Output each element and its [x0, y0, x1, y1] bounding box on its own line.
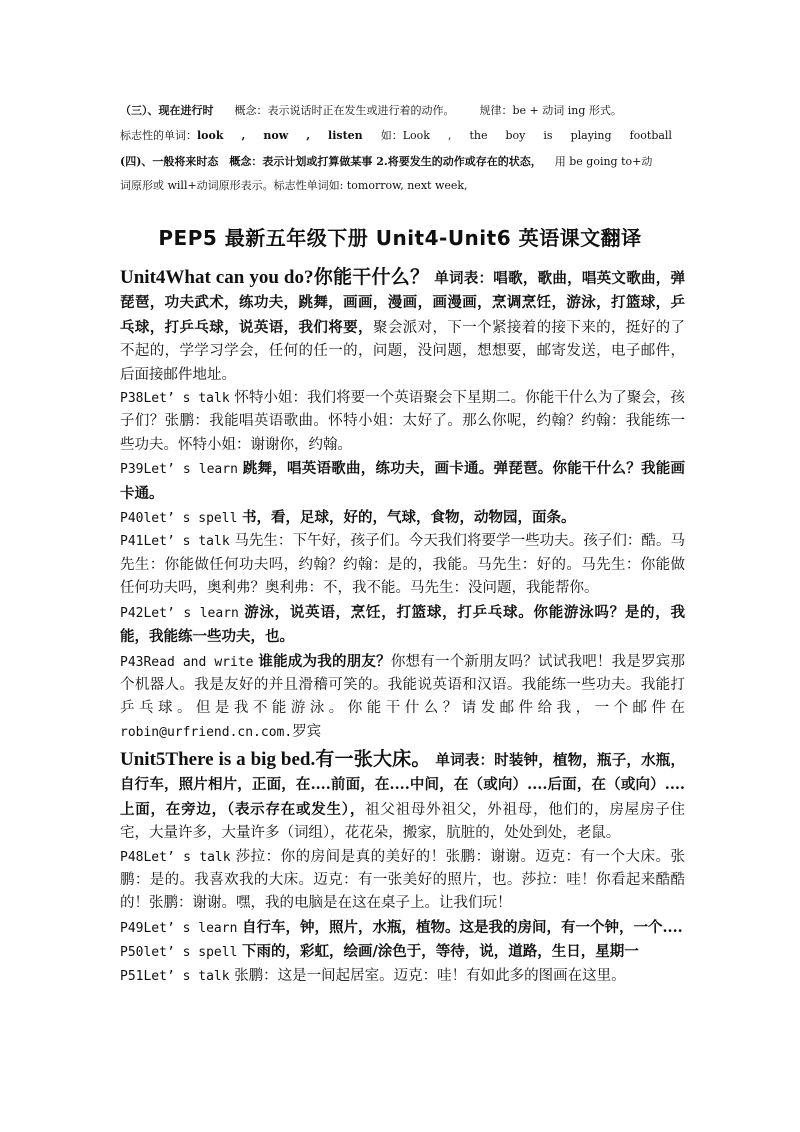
p43-end: 罗宾 — [292, 723, 322, 740]
p43-text: 你想有一个新朋友吗？试试我吧！我是罗宾那个机器人。我是友好的并且滑稽可笑的。我能说英语和汉语。我能练一些功夫。我能打乒乓球。但是我不能游泳。你能干什么？请发邮件给我，一个邮件在 — [120, 653, 686, 717]
unit4-section — [120, 266, 685, 744]
grammar-label: 标志性的单词： — [120, 129, 197, 142]
unit4-heading: Unit4What can you do?你能干什么？ — [120, 267, 430, 288]
p38-text: 怀特小姐：我们将要一个英语聚会下星期二。你能干什么为了聚会，孩子们？张鹏：我能唱英语歌曲。怀特小姐：太好了。那么你呢，约翰？约翰：我能练一些功夫。怀特小姐：谢谢你，约翰。 — [120, 390, 686, 453]
unit5-vocab-bold: 单词表：时装钟，植物，瓶子，水瓶，自行车，照片相片，正面，在....前面，在....中间，在（或向）....后面，在（或向）....上面，在旁边，（表示存在或发生）， — [120, 752, 686, 818]
p39-text: 跳舞，唱英语歌曲，练功夫，画卡通。弹琵琶。你能干什么？我能画卡通。 — [120, 460, 685, 502]
grammar-rule: 规律：be + 动词 ing 形式。 — [479, 104, 622, 117]
grammar-concept: 概念：表示说话时正在发生或进行着的动作。 — [234, 104, 455, 117]
grammar-label: (四)、一般将来时态 — [120, 155, 219, 168]
unit4-vocab-rest: 聚会派对，下一个紧接着的接下来的，挺好的了不起的，学学习学会，任何的任一的，问题，没问题，想想要，邮寄发送，电子邮件，后面接邮件地址。 — [120, 319, 686, 383]
p43-paragraph — [120, 650, 685, 745]
p39-label: P39Let’ s learn — [120, 462, 238, 478]
p38-paragraph — [120, 387, 685, 457]
signal-word: listen — [328, 129, 363, 142]
p49-text: 自行车，钟，照片，水瓶，植物。这是我的房间，有一个钟，一个.... — [242, 918, 683, 936]
p38-label: P38Let’ s talk — [120, 391, 230, 407]
p40-text: 书，看，足球，好的，气球，食物，动物园，面条。 — [242, 509, 576, 527]
unit5-vocab-rest: 祖父祖母外祖父，外祖母，他们的，房屋房子住宅，大量许多，大量许多（词组），花花朵，搬家，肮脏的，处处到处，老鼠。 — [120, 801, 685, 842]
unit5-section — [120, 748, 685, 988]
p48-paragraph — [120, 846, 685, 916]
p51-label: P51Let’ s talk — [120, 968, 230, 984]
p42-text: 游泳，说英语，烹饪，打篮球，打乒乓球。你能游泳吗？是的，我能，我能练一些功夫，也。 — [120, 603, 686, 646]
p43-email: robin@urfriend.cn.com. — [120, 724, 293, 740]
signal-word: look — [197, 129, 224, 142]
signal-word: now — [263, 129, 289, 142]
example-label: 如：Look — [380, 129, 430, 142]
unit5-heading: Unit5There is a big bed.有一张大床。 — [120, 749, 431, 770]
document-title: PEP5 最新五年级下册 Unit4-Unit6 英语课文翻译 — [158, 226, 642, 250]
p40-paragraph — [120, 506, 685, 530]
p49-paragraph — [120, 916, 685, 940]
grammar-line-future — [120, 154, 692, 170]
p42-paragraph — [120, 601, 685, 650]
p42-label: P42Let’ s learn — [120, 605, 239, 621]
p50-text: 下雨的，彩虹，绘画/涂色于，等待，说，道路，生日，星期一 — [242, 943, 639, 961]
p48-label: P48Let’ s talk — [120, 849, 231, 865]
example-word: is — [543, 129, 553, 142]
example-word: playing — [570, 129, 612, 142]
grammar-line-signal-words: 标志性的单词：look , now , listen 如：Look , the boy is playing football — [120, 129, 672, 142]
p48-text: 莎拉：你的房间是真的美好的！张鹏：谢谢。迈克：有一个大床。张鹏：是的。我喜欢我的大床。迈克：有一张美好的照片，也。莎拉：哇！你看起来酷酷的！张鹏：谢谢。嘿，我的电脑是在这在桌子上。让我们玩！ — [120, 848, 685, 912]
example-word: football — [629, 129, 672, 142]
grammar-text: 词原形或 will+动词原形表示。标志性单词如: tomorrow, next week, — [120, 179, 468, 192]
p43-bold: 谁能成为我的朋友？ — [258, 652, 391, 670]
p49-label: P49Let’ s learn — [120, 920, 238, 936]
grammar-line-present-continuous — [120, 103, 692, 119]
example-word: boy — [505, 129, 526, 142]
unit4-vocab — [120, 266, 685, 387]
p41-paragraph — [120, 530, 685, 600]
p50-label: P50let’ s spell — [120, 945, 238, 961]
p50-paragraph — [120, 940, 685, 964]
grammar-line-future-2 — [120, 178, 692, 194]
grammar-rule: 用 be going to+动 — [554, 155, 653, 168]
grammar-label: （三）、现在进行时 — [120, 104, 214, 117]
grammar-concept: 概念：表示计划或打算做某事 2.将要发生的动作或存在的状态， — [229, 155, 542, 168]
p43-label: P43Read and write — [120, 654, 254, 670]
p51-paragraph — [120, 965, 685, 988]
unit4-vocab-bold: 单词表：唱歌，歌曲，唱英文歌曲，弹琵琶，功夫武术，练功夫，跳舞，画画，漫画，画漫画，烹调烹饪，游泳，打篮球，乒乓球，打乒乓球，说英语，我们将要， — [120, 270, 686, 336]
p39-paragraph — [120, 457, 685, 506]
p41-label: P41Let’ s talk — [120, 534, 230, 550]
unit5-vocab — [120, 748, 685, 846]
p41-text: 马先生：下午好，孩子们。今天我们将要学一些功夫。孩子们：酷。马先生：你能做任何功夫吗，约翰？约翰：是的，我能。马先生：好的。马先生：你能做任何功夫吗，奥利弗？奥利弗：不，我不能。马先生：没问题，我能帮你。 — [120, 533, 686, 597]
example-word: the — [469, 129, 488, 142]
p40-label: P40let’ s spell — [120, 511, 238, 527]
p51-text: 张鹏：这是一间起居室。迈克：哇！有如此多的图画在这里。 — [234, 967, 626, 984]
